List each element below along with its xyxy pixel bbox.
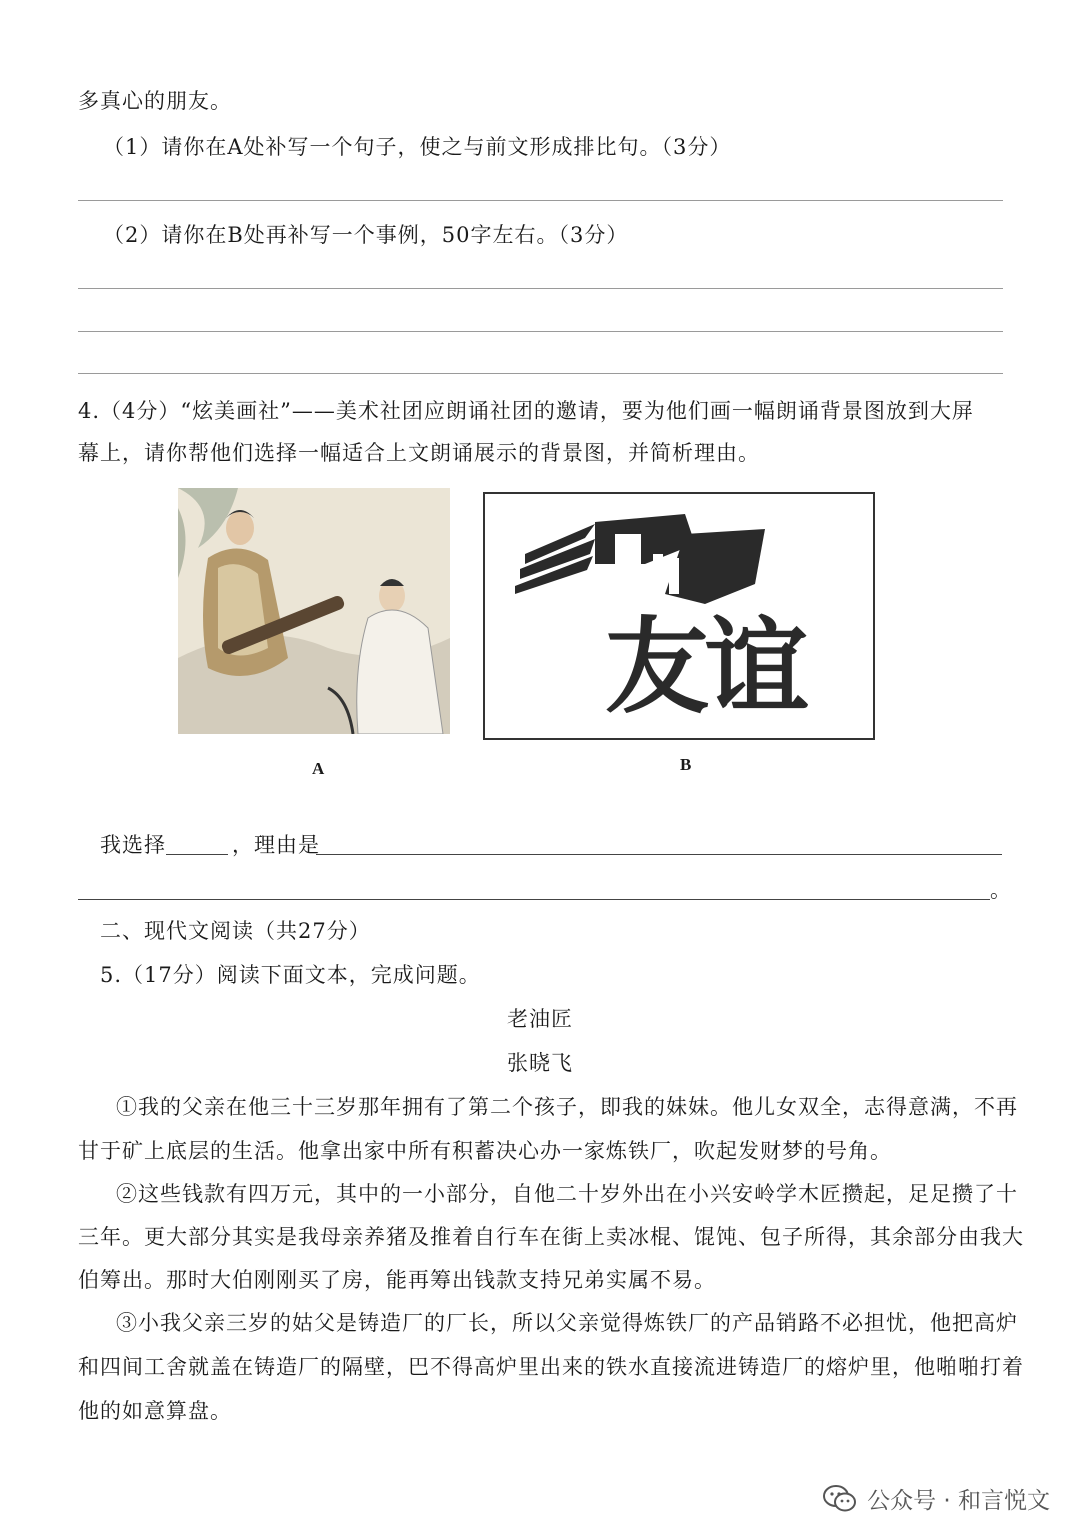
- article-author: 张晓飞: [507, 1051, 573, 1075]
- answer-line[interactable]: [78, 288, 1003, 289]
- painting-illustration: [178, 488, 450, 734]
- paragraph-3-line-1: ③小我父亲三岁的姑父是铸造厂的厂长，所以父亲觉得炼铁厂的产品销路不必担忧，他把高炉: [116, 1311, 1018, 1335]
- paragraph-1-line-2: 甘于矿上底层的生活。他拿出家中所有积蓄决心办一家炼铁厂，吹起发财梦的号角。: [78, 1139, 892, 1163]
- question-4-line-1: 4.（4分）“炫美画社”——美术社团应朗诵社团的邀请，要为他们画一幅朗诵背景图放到大屏: [78, 399, 974, 423]
- choice-blank[interactable]: [166, 854, 228, 855]
- painting-image-a: [178, 488, 450, 734]
- paragraph-2-line-3: 伯筹出。那时大伯刚刚买了房，能再筹出钱款支持兄弟实属不易。: [78, 1268, 716, 1292]
- image-a-caption: A: [312, 759, 325, 778]
- answer-prefix: 我选择: [100, 833, 166, 857]
- answer-mid: ，理由是: [232, 833, 320, 857]
- question-5: 5.（17分）阅读下面文本，完成问题。: [100, 963, 481, 987]
- paragraph-2-line-2: 三年。更大部分其实是我母亲养猪及推着自行车在街上卖冰棍、馄饨、包子所得，其余部分由我大: [78, 1225, 1024, 1249]
- question-3-part-2: （2）请你在B处再补写一个事例，50字左右。（3分）: [103, 223, 629, 247]
- answer-line[interactable]: [78, 331, 1003, 332]
- answer-line[interactable]: [78, 200, 1003, 201]
- reason-blank-continued[interactable]: [78, 899, 990, 900]
- logo-image-b: [483, 492, 875, 740]
- image-b-caption: B: [680, 755, 692, 774]
- paragraph-1-line-1: ①我的父亲在他三十三岁那年拥有了第二个孩子，即我的妹妹。他儿女双全，志得意满，不再: [116, 1095, 1018, 1119]
- answer-end: 。: [990, 878, 1012, 902]
- paragraph-3-line-2: 和四间工舍就盖在铸造厂的隔壁，巴不得高炉里出来的铁水直接流进铸造厂的熔炉里，他啪啪打着: [78, 1355, 1024, 1379]
- article-title: 老油匠: [507, 1007, 573, 1031]
- watermark-text: 公众号 · 和言悦文: [867, 1488, 1050, 1514]
- question-3-part-1: （1）请你在A处补写一个句子，使之与前文形成排比句。（3分）: [103, 135, 732, 159]
- paragraph-2-line-1: ②这些钱款有四万元，其中的一小部分，自他二十岁外出在小兴安岭学木匠攒起，足足攒了十: [116, 1182, 1018, 1206]
- paragraph-3-line-3: 他的如意算盘。: [78, 1399, 232, 1423]
- wechat-icon: [823, 1485, 857, 1513]
- top-line: 多真心的朋友。: [78, 89, 232, 113]
- answer-line[interactable]: [78, 373, 1003, 374]
- logo-text: 友谊: [605, 606, 806, 728]
- watermark: [823, 1482, 1050, 1515]
- section-heading: 二、现代文阅读（共27分）: [100, 919, 371, 943]
- question-4-line-2: 幕上，请你帮他们选择一幅适合上文朗诵展示的背景图，并简析理由。: [78, 441, 760, 465]
- reason-blank[interactable]: [316, 854, 1002, 855]
